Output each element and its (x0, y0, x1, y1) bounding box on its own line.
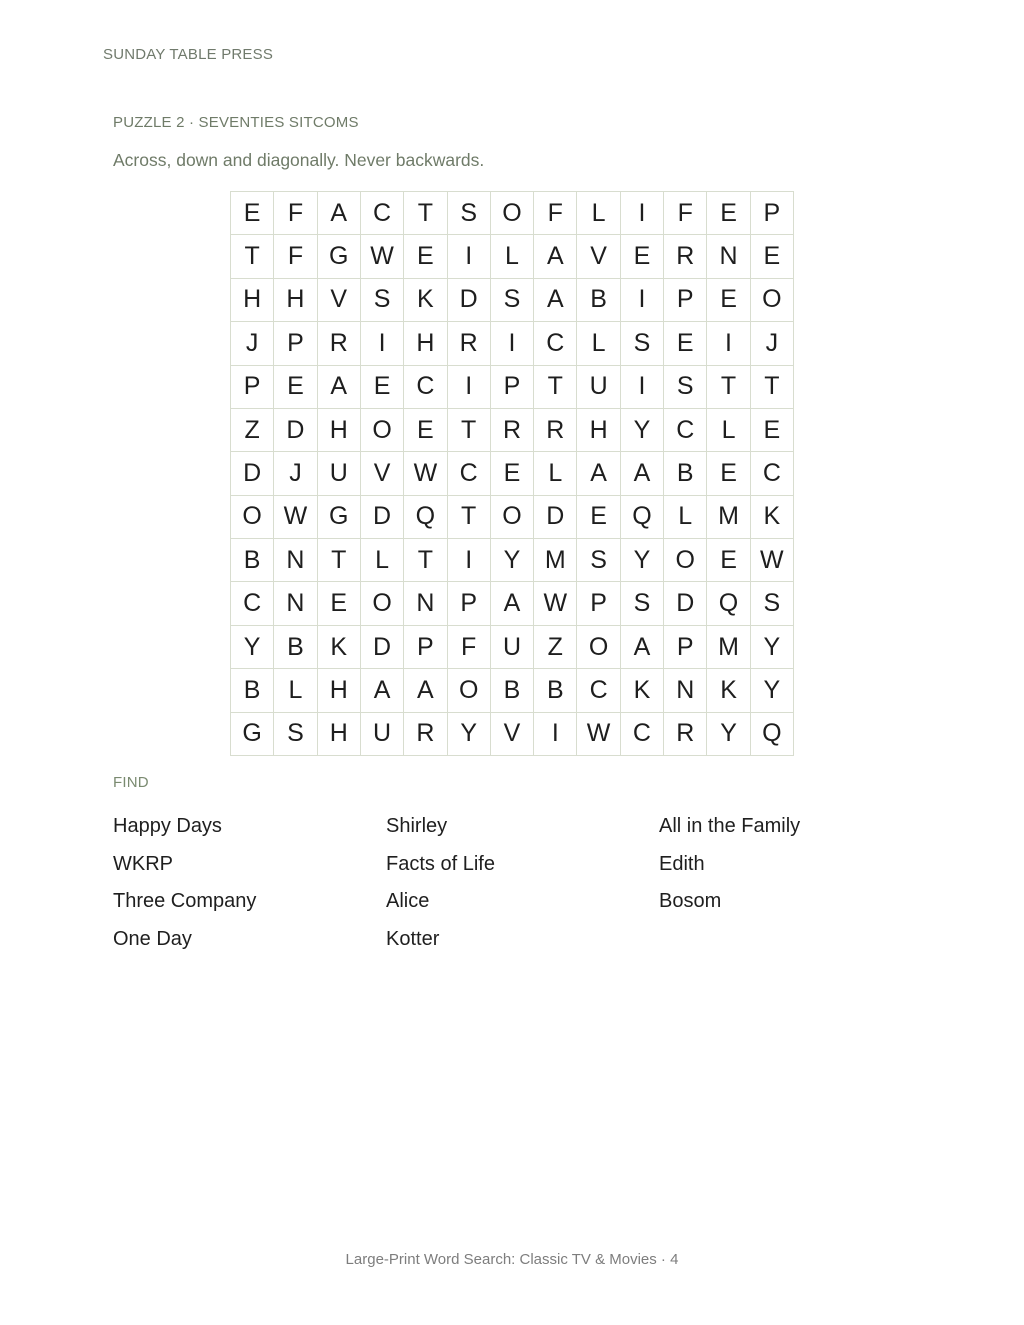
grid-cell[interactable]: F (534, 192, 577, 235)
grid-cell[interactable]: Y (621, 409, 664, 452)
grid-cell[interactable]: B (664, 452, 707, 495)
grid-cell[interactable]: C (404, 366, 447, 409)
grid-cell[interactable]: E (491, 452, 534, 495)
grid-cell[interactable]: Y (491, 539, 534, 582)
grid-cell[interactable]: D (664, 582, 707, 625)
grid-cell[interactable]: T (448, 496, 491, 539)
grid-cell[interactable]: F (274, 235, 317, 278)
grid-cell[interactable]: I (534, 713, 577, 756)
grid-cell[interactable]: R (404, 713, 447, 756)
grid-cell[interactable]: E (404, 235, 447, 278)
grid-cell[interactable]: L (491, 235, 534, 278)
grid-cell[interactable]: P (751, 192, 794, 235)
word-search-grid (230, 191, 794, 756)
grid-cell[interactable]: U (361, 713, 404, 756)
find-label: FIND (113, 774, 149, 791)
grid-cell[interactable]: K (621, 669, 664, 712)
grid-cell[interactable]: V (361, 452, 404, 495)
grid-cell[interactable]: L (664, 496, 707, 539)
grid-cell[interactable]: L (707, 409, 750, 452)
grid-cell[interactable]: K (751, 496, 794, 539)
grid-cell[interactable]: T (448, 409, 491, 452)
find-word: One Day (113, 927, 192, 950)
grid-cell[interactable]: I (491, 322, 534, 365)
grid-cell[interactable]: C (751, 452, 794, 495)
grid-cell[interactable]: E (274, 366, 317, 409)
grid-cell[interactable]: D (361, 496, 404, 539)
grid-cell[interactable]: I (448, 366, 491, 409)
grid-cell[interactable]: Y (707, 713, 750, 756)
grid-cell[interactable]: R (491, 409, 534, 452)
grid-cell[interactable]: I (707, 322, 750, 365)
grid-cell[interactable]: G (318, 235, 361, 278)
grid-cell[interactable]: R (664, 713, 707, 756)
grid-cell[interactable]: E (707, 539, 750, 582)
grid-cell[interactable]: F (664, 192, 707, 235)
grid-cell[interactable]: H (318, 669, 361, 712)
grid-cell[interactable]: Y (751, 626, 794, 669)
grid-cell[interactable]: T (751, 366, 794, 409)
grid-cell[interactable]: N (274, 539, 317, 582)
grid-cell[interactable]: L (577, 322, 620, 365)
grid-cell[interactable]: I (621, 279, 664, 322)
grid-cell[interactable]: E (707, 452, 750, 495)
grid-cell[interactable]: S (448, 192, 491, 235)
grid-cell[interactable]: S (274, 713, 317, 756)
grid-cell[interactable]: B (274, 626, 317, 669)
grid-cell[interactable]: A (361, 669, 404, 712)
grid-cell[interactable]: C (361, 192, 404, 235)
find-word: Facts of Life (386, 852, 495, 875)
grid-cell[interactable]: D (274, 409, 317, 452)
grid-cell[interactable]: S (664, 366, 707, 409)
grid-cell[interactable]: T (707, 366, 750, 409)
grid-cell[interactable]: E (361, 366, 404, 409)
grid-cell[interactable]: E (707, 279, 750, 322)
grid-cell[interactable]: H (318, 713, 361, 756)
grid-cell[interactable]: T (534, 366, 577, 409)
grid-cell[interactable]: I (448, 539, 491, 582)
grid-cell[interactable]: E (751, 235, 794, 278)
grid-cell[interactable]: H (404, 322, 447, 365)
grid-cell[interactable]: B (231, 539, 274, 582)
grid-cell[interactable]: D (534, 496, 577, 539)
grid-cell[interactable]: H (577, 409, 620, 452)
grid-cell[interactable]: R (448, 322, 491, 365)
grid-cell[interactable]: G (318, 496, 361, 539)
grid-cell[interactable]: D (361, 626, 404, 669)
grid-cell[interactable]: B (534, 669, 577, 712)
grid-cell[interactable]: A (621, 452, 664, 495)
grid-cell[interactable]: P (577, 582, 620, 625)
grid-cell[interactable]: E (751, 409, 794, 452)
grid-cell[interactable]: B (577, 279, 620, 322)
grid-cell[interactable]: H (318, 409, 361, 452)
grid-cell[interactable]: A (534, 235, 577, 278)
grid-cell[interactable]: F (448, 626, 491, 669)
grid-cell[interactable]: K (707, 669, 750, 712)
grid-cell[interactable]: I (621, 192, 664, 235)
grid-cell[interactable]: M (534, 539, 577, 582)
grid-cell[interactable]: W (361, 235, 404, 278)
grid-cell[interactable]: P (404, 626, 447, 669)
find-word: Bosom (659, 890, 722, 912)
grid-cell[interactable]: H (231, 279, 274, 322)
grid-cell[interactable]: L (534, 452, 577, 495)
grid-cell[interactable]: N (404, 582, 447, 625)
grid-cell[interactable]: T (404, 539, 447, 582)
grid-cell[interactable]: C (577, 669, 620, 712)
grid-cell[interactable]: H (274, 279, 317, 322)
grid-cell[interactable]: O (448, 669, 491, 712)
grid-cell[interactable]: E (231, 192, 274, 235)
grid-cell[interactable]: I (361, 322, 404, 365)
grid-cell[interactable]: T (318, 539, 361, 582)
grid-cell[interactable]: Q (404, 496, 447, 539)
grid-cell[interactable]: L (577, 192, 620, 235)
grid-cell[interactable]: F (274, 192, 317, 235)
grid-cell[interactable]: B (231, 669, 274, 712)
grid-cell[interactable]: Y (751, 669, 794, 712)
grid-cell[interactable]: S (577, 539, 620, 582)
grid-cell[interactable]: S (491, 279, 534, 322)
grid-cell[interactable]: Y (448, 713, 491, 756)
grid-cell[interactable]: Q (707, 582, 750, 625)
grid-cell[interactable]: I (448, 235, 491, 278)
grid-cell[interactable]: S (751, 582, 794, 625)
grid-cell[interactable]: O (361, 582, 404, 625)
grid-cell[interactable]: R (318, 322, 361, 365)
grid-cell[interactable]: W (534, 582, 577, 625)
grid-cell[interactable]: L (274, 669, 317, 712)
find-word: All in the Family (659, 815, 801, 837)
grid-cell[interactable]: A (318, 366, 361, 409)
grid-cell[interactable]: C (664, 409, 707, 452)
grid-cell[interactable]: U (318, 452, 361, 495)
grid-cell[interactable]: G (231, 713, 274, 756)
word-list (113, 814, 933, 951)
grid-cell[interactable]: O (491, 192, 534, 235)
grid-cell[interactable]: K (404, 279, 447, 322)
publisher-name: SUNDAY TABLE PRESS (103, 46, 274, 63)
grid-cell[interactable]: L (361, 539, 404, 582)
find-word: Shirley (386, 815, 448, 837)
grid-cell[interactable]: C (534, 322, 577, 365)
grid-cell[interactable]: P (491, 366, 534, 409)
grid-cell[interactable]: K (318, 626, 361, 669)
grid-cell[interactable]: M (707, 496, 750, 539)
grid-cell[interactable]: P (231, 366, 274, 409)
grid-cell[interactable]: O (751, 279, 794, 322)
find-word: WKRP (113, 852, 173, 875)
grid-cell[interactable]: D (231, 452, 274, 495)
grid-cell[interactable]: A (491, 582, 534, 625)
grid-cell[interactable]: E (664, 322, 707, 365)
find-word: Happy Days (113, 815, 222, 837)
grid-cell[interactable]: P (664, 279, 707, 322)
grid-cell[interactable]: P (664, 626, 707, 669)
grid-cell[interactable]: M (707, 626, 750, 669)
grid-cell[interactable]: J (231, 322, 274, 365)
grid-cell[interactable]: T (231, 235, 274, 278)
grid-cell[interactable]: W (274, 496, 317, 539)
grid-cell[interactable]: I (621, 366, 664, 409)
grid-cell[interactable]: E (318, 582, 361, 625)
grid-cell[interactable]: C (448, 452, 491, 495)
grid-cell[interactable]: Q (621, 496, 664, 539)
grid-cell[interactable]: B (491, 669, 534, 712)
grid-cell[interactable]: W (404, 452, 447, 495)
grid-cell[interactable]: E (621, 235, 664, 278)
grid-cell[interactable]: A (621, 626, 664, 669)
find-word: Alice (386, 890, 430, 912)
grid-cell[interactable]: A (577, 452, 620, 495)
grid-cell[interactable]: T (404, 192, 447, 235)
grid-cell[interactable]: S (621, 322, 664, 365)
find-word: Kotter (386, 927, 440, 950)
puzzle-title: PUZZLE 2 · SEVENTIES SITCOMS (113, 114, 359, 131)
grid-cell[interactable]: D (448, 279, 491, 322)
find-word: Edith (659, 852, 705, 875)
grid-cell[interactable]: C (621, 713, 664, 756)
page-footer: Large-Print Word Search: Classic TV & Movies · 4 (345, 1251, 679, 1268)
grid-cell[interactable]: O (491, 496, 534, 539)
grid-cell[interactable]: Y (231, 626, 274, 669)
grid-cell[interactable]: N (274, 582, 317, 625)
grid-cell[interactable]: V (318, 279, 361, 322)
grid-cell[interactable]: P (274, 322, 317, 365)
grid-cell[interactable]: N (707, 235, 750, 278)
grid-cell[interactable]: A (404, 669, 447, 712)
grid-cell[interactable]: R (534, 409, 577, 452)
grid-cell[interactable]: Q (751, 713, 794, 756)
grid-cell[interactable]: U (491, 626, 534, 669)
grid-cell[interactable]: O (231, 496, 274, 539)
puzzle-instructions: Across, down and diagonally. Never backwards. (113, 150, 485, 170)
grid-cell[interactable]: U (577, 366, 620, 409)
grid-cell[interactable]: J (751, 322, 794, 365)
grid-cell[interactable]: O (361, 409, 404, 452)
grid-cell[interactable]: P (448, 582, 491, 625)
grid-cell[interactable]: J (274, 452, 317, 495)
grid-cell[interactable]: R (664, 235, 707, 278)
grid-cell[interactable]: E (707, 192, 750, 235)
grid-cell[interactable]: N (664, 669, 707, 712)
grid-cell[interactable]: Z (231, 409, 274, 452)
grid-cell[interactable]: W (751, 539, 794, 582)
grid-cell[interactable]: W (577, 713, 620, 756)
grid-cell[interactable]: O (577, 626, 620, 669)
find-word: Three Company (113, 890, 257, 912)
grid-cell[interactable]: S (621, 582, 664, 625)
grid-cell[interactable]: V (577, 235, 620, 278)
grid-cell[interactable]: S (361, 279, 404, 322)
grid-cell[interactable]: A (318, 192, 361, 235)
grid-cell[interactable]: Y (621, 539, 664, 582)
grid-cell[interactable]: C (231, 582, 274, 625)
grid-cell[interactable]: V (491, 713, 534, 756)
grid-cell[interactable]: E (404, 409, 447, 452)
grid-cell[interactable]: O (664, 539, 707, 582)
grid-cell[interactable]: Z (534, 626, 577, 669)
grid-cell[interactable]: A (534, 279, 577, 322)
grid-cell[interactable]: E (577, 496, 620, 539)
